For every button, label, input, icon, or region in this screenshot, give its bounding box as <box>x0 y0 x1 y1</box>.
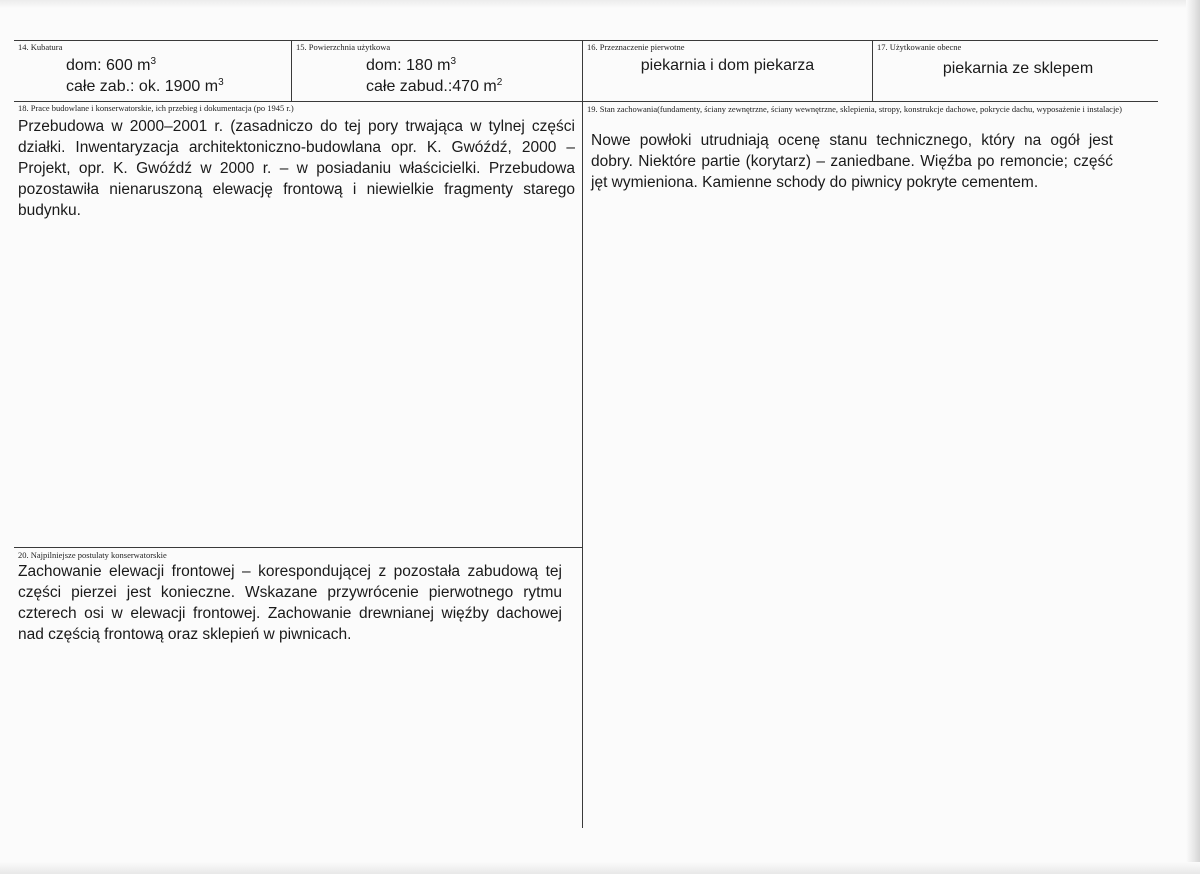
divider-14-15 <box>291 40 292 101</box>
field-15-built-area-text: całe zabud.:470 m <box>366 78 497 95</box>
field-17-value: piekarnia ze sklepem <box>942 60 1094 77</box>
field-15-built-area-unit-exponent: 2 <box>496 77 503 88</box>
field-14-total-volume-text: całe zab.: ok. 1900 m <box>66 78 219 95</box>
field-15-built-area <box>366 77 502 97</box>
field-14-house-volume-unit-exponent: 3 <box>150 56 157 67</box>
row-divider-line <box>14 101 1158 102</box>
field-17-label: 17. Użytkowanie obecne <box>877 42 962 52</box>
field-18-label: 18. Prace budowlane i konserwatorskie, ich przebieg i dokumentacja (po 1945 r.) <box>18 103 294 113</box>
field-15-label: 15. Powierzchnia użytkowa <box>296 42 391 52</box>
field-19-text: Nowe powłoki utrudniają ocenę stanu technicznego, który na ogół jest dobry. Niektóre partie (korytarz) – zaniedbane. Więźba po remoncie; część jęt wymieniona. Kamienne schody do piwnicy pokryte cementem. <box>591 132 1113 191</box>
field-20-label: 20. Najpilniejsze postulaty konserwatorskie <box>18 550 167 560</box>
field-14-label: 14. Kubatura <box>18 42 63 52</box>
field-20-text: Zachowanie elewacji frontowej – korespondującej z pozostała zabudową tej części pierzei jest konieczne. Wskazane przywrócenie pierwotnego rytmu czterech osi w elewacji frontowej. Zachowanie drewnianej więźby dachowej nad częścią frontową oraz sklepień w piwnicach. <box>18 563 562 643</box>
scan-edge-bottom <box>0 862 1200 874</box>
field-16-label: 16. Przeznaczenie pierwotne <box>587 42 685 52</box>
field-16-value: piekarnia i dom piekarza <box>640 57 815 74</box>
scan-edge-top <box>0 0 1200 8</box>
field-15-house-area-text: dom: 180 m <box>366 57 451 74</box>
field-18-text: Przebudowa w 2000–2001 r. (zasadniczo do tej pory trwająca w tylnej części działki. Inwentaryzacja architektoniczno-budowlana opr. K. Gwóźdź, 2000 – Projekt, opr. K. Gwóźdź w 2000 r. – w posiadaniu właścicielki. Przebudowa pozostawiła nienaruszoną elewację frontową i niewielkie fragmenty starego budynku. <box>18 118 575 219</box>
field-14-house-volume-text: dom: 600 m <box>66 57 151 74</box>
top-border-line <box>14 40 1158 41</box>
field-15-house-area <box>366 56 456 76</box>
field-15-house-area-unit-exponent: 3 <box>450 56 457 67</box>
field-14-total-volume-unit-exponent: 3 <box>218 77 224 88</box>
center-divider <box>582 40 583 828</box>
section-20-top-line <box>14 547 582 548</box>
field-19-label: 19. Stan zachowania(fundamenty, ściany zewnętrzne, ściany wewnętrzne, sklepienia, stropy, konstrukcje dachowe, pokrycie dachu, wyposażenie i instalacje) <box>587 104 1122 114</box>
field-14-house-volume <box>66 56 156 76</box>
scan-edge-right <box>1186 0 1200 874</box>
field-14-total-volume <box>66 77 224 97</box>
